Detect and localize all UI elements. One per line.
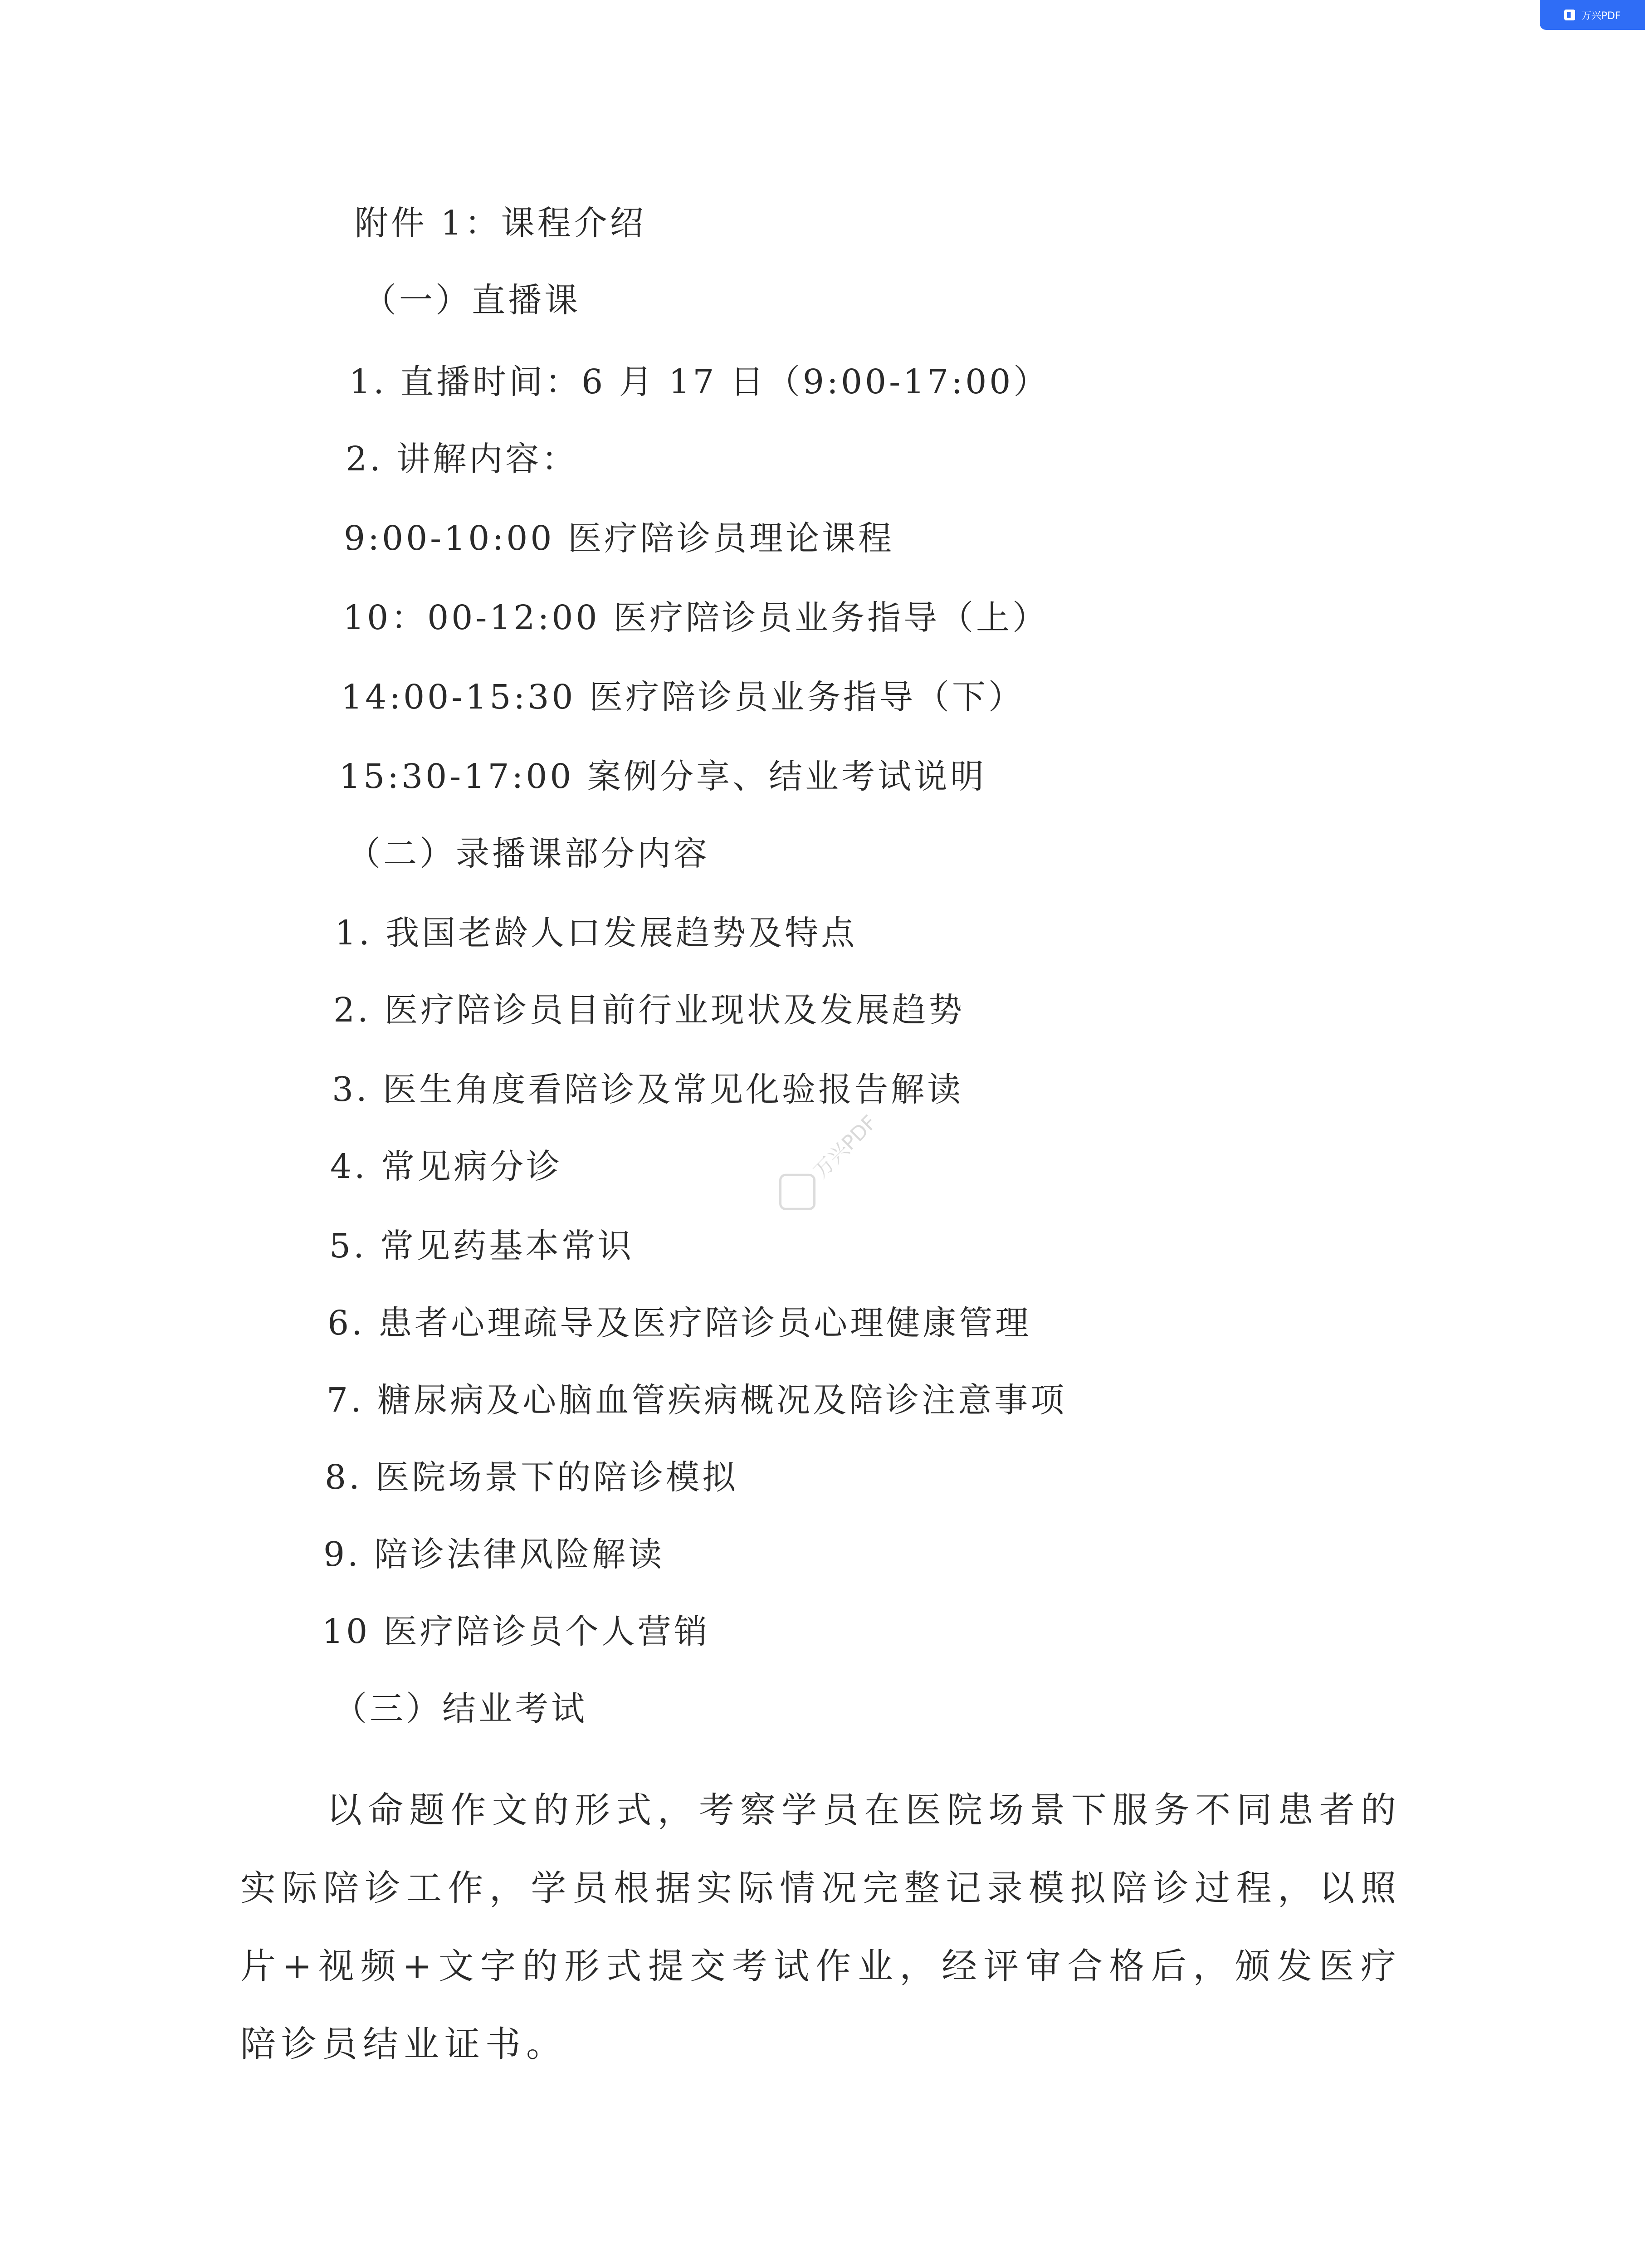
exam-paragraph: 以命题作文的形式，考察学员在医院场景下服务不同患者的实际陪诊工作，学员根据实际情况完整记录模拟陪诊过程，以照片+视频+文字的形式提交考试作业，经评审合格后，颁发医疗陪诊员结业证书。: [240, 1790, 1401, 2065]
list-item: 15:30-17:00 案例分享、结业考试说明: [339, 757, 987, 796]
list-item: 1. 直播时间：6 月 17 日（9:00-17:00）: [349, 362, 1050, 401]
pdf-logo-icon: [1564, 10, 1575, 20]
list-item: 9. 陪诊法律风险解读: [323, 1535, 665, 1574]
section-heading-exam: （三）结业考试: [333, 1689, 587, 1728]
list-item: 6. 患者心理疏导及医疗陪诊员心理健康管理: [327, 1304, 1032, 1343]
section-heading-recorded: （二）录播课部分内容: [347, 834, 710, 873]
list-item: 8. 医院场景下的陪诊模拟: [325, 1458, 739, 1497]
watermark: [772, 1105, 885, 1218]
list-item: 3. 医生角度看陪诊及常见化验报告解读: [332, 1070, 964, 1109]
watermark-logo-icon: [779, 1174, 815, 1210]
list-item: 4. 常见病分诊: [330, 1147, 563, 1186]
document-title: 附件 1：课程介绍: [355, 204, 646, 243]
list-item: 10 医疗陪诊员个人营销: [322, 1612, 710, 1651]
list-item: 9:00-10:00 医疗陪诊员理论课程: [344, 519, 894, 558]
section-heading-live: （一）直播课: [363, 281, 581, 320]
list-item: 2. 讲解内容：: [346, 440, 578, 479]
list-item: 14:00-15:30 医疗陪诊员业务指导（下）: [341, 678, 1025, 717]
pdf-app-badge[interactable]: [1540, 0, 1645, 30]
watermark-label: 万兴PDF: [809, 1111, 882, 1183]
list-item: 2. 医疗陪诊员目前行业现状及发展趋势: [333, 991, 965, 1030]
list-item: 10：00-12:00 医疗陪诊员业务指导（上）: [343, 598, 1049, 637]
list-item: 1. 我国老龄人口发展趋势及特点: [335, 914, 858, 953]
list-item: 7. 糖尿病及心脑血管疾病概况及陪诊注意事项: [327, 1381, 1067, 1420]
list-item: 5. 常见药基本常识: [329, 1227, 635, 1266]
badge-label: 万兴PDF: [1581, 10, 1621, 22]
